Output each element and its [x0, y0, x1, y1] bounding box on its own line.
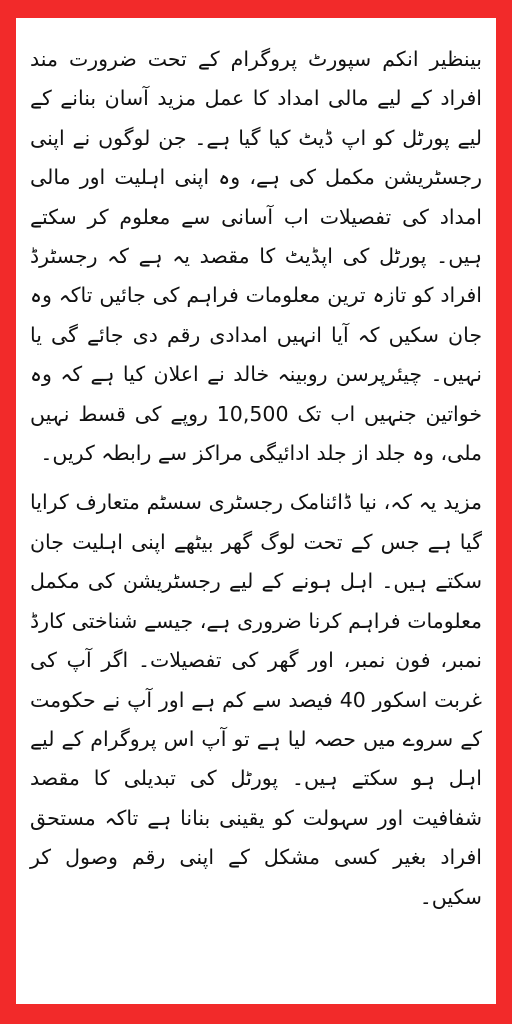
article-body: [30, 40, 482, 917]
paragraph-1: بینظیر انکم سپورٹ پروگرام کے تحت ضرورت مند افراد کے لیے مالی امداد کا عمل مزید آسان بنانے کے لیے پورٹل کو اپ ڈیٹ کیا گیا ہے۔ جن لوگوں نے اپنی رجسٹریشن مکمل کی ہے، وہ اپنی اہلیت اور مالی امداد کی تفصیلات اب آسانی سے معلوم کر سکتے ہیں۔ پورٹل کی اپڈیٹ کا مقصد یہ ہے کہ رجسٹرڈ افراد کو تازہ ترین معلومات فراہم کی جائیں تاکہ وہ جان سکیں کہ آیا انہیں امدادی رقم دی جائے گی یا نہیں۔ چیئرپرسن روبینہ خالد نے اعلان کیا ہے کہ وہ خواتین جنہیں اب تک 10,500 روپے کی قسط نہیں ملی، وہ جلد از جلد ادائیگی مراکز سے رابطہ کریں۔: [30, 47, 483, 466]
paragraph-2: مزید یہ کہ، نیا ڈائنامک رجسٹری سسٹم متعارف کرایا گیا ہے جس کے تحت لوگ گھر بیٹھے اپنی اہلیت جان سکتے ہیں۔ اہل ہونے کے لیے رجسٹریشن کی مکمل معلومات فراہم کرنا ضروری ہے، جیسے شناختی کارڈ نمبر، فون نمبر، اور گھر کی تفصیلات۔ اگر آپ کی غربت اسکور 40 فیصد سے کم ہے اور آپ نے حکومت کے سروے میں حصہ لیا ہے تو آپ اس پروگرام کے لیے اہل ہو سکتے ہیں۔ پورٹل کی تبدیلی کا مقصد شفافیت اور سہولت کو یقینی بنانا ہے تاکہ مستحق افراد بغیر کسی مشکل کے اپنی رقم وصول کر سکیں۔: [30, 490, 482, 909]
